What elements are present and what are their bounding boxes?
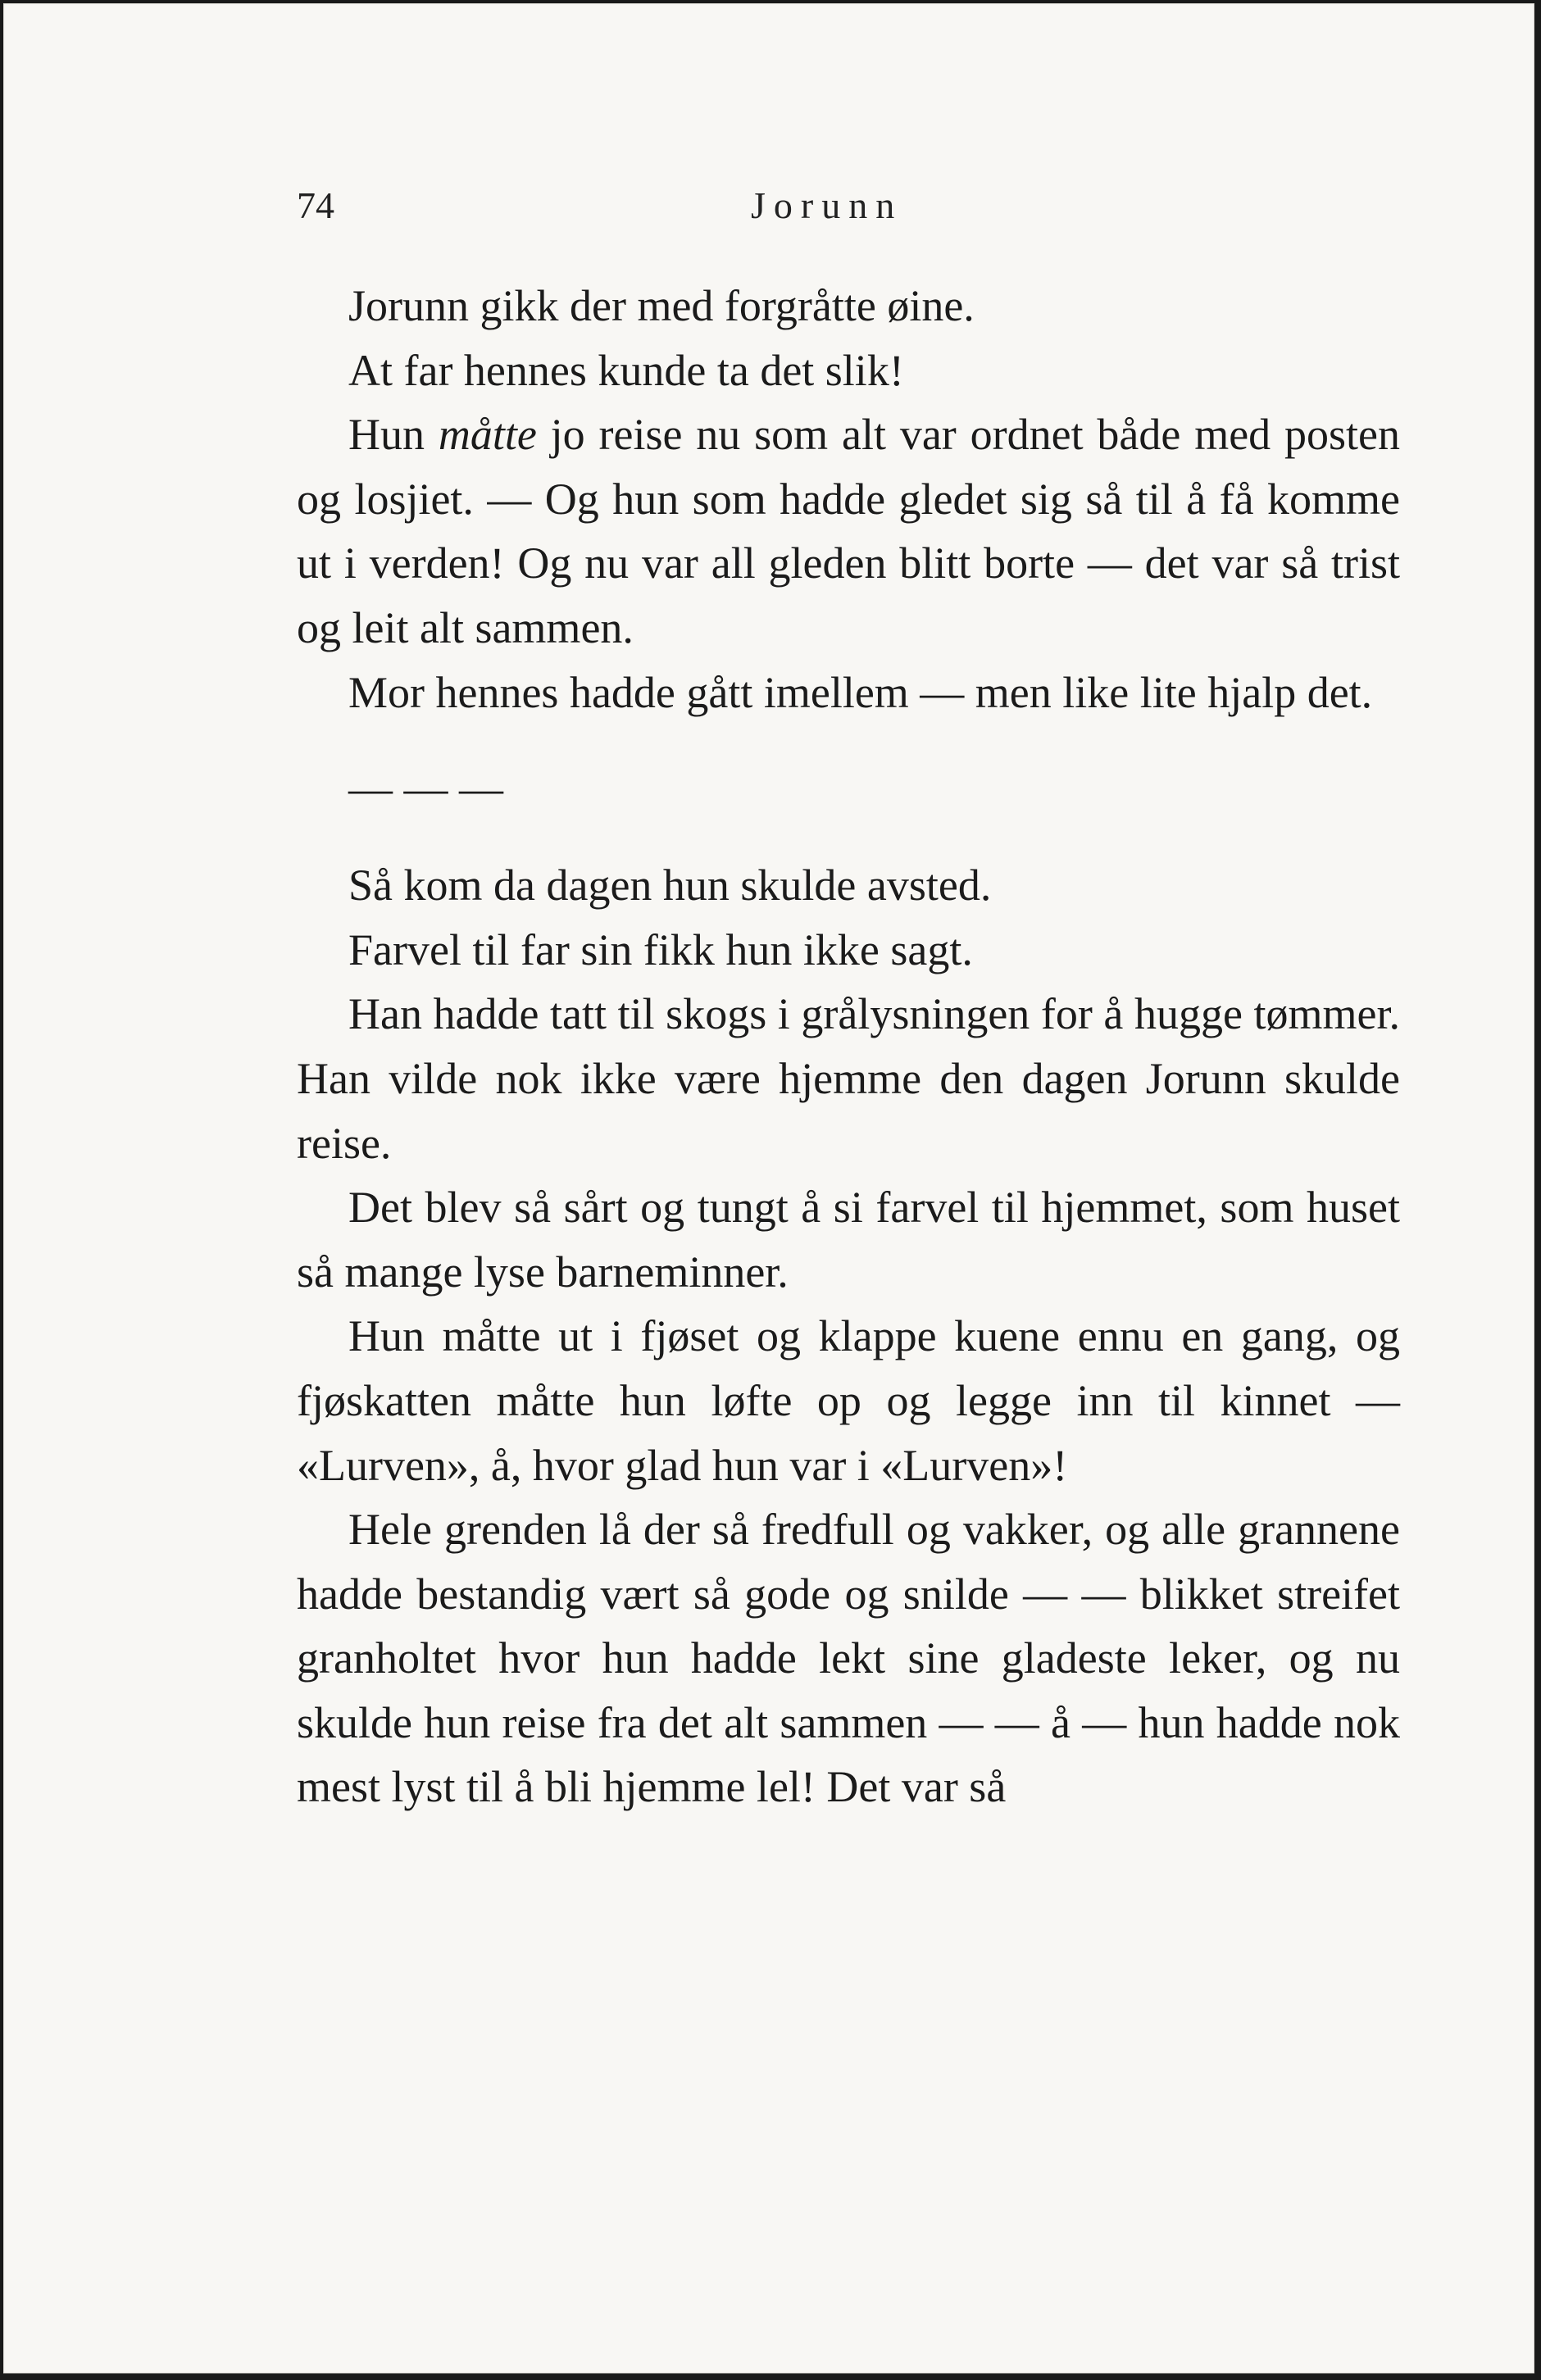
paragraph-3-start: Hun (348, 410, 439, 460)
paragraph-3-rest: jo reise nu som alt var ordnet både med posten og losjiet. — Og hun som hadde gledet sig så til å få komme ut i verden! Og nu var all gleden blitt borte — det var så trist og leit alt sammen. (297, 410, 1400, 652)
paragraph-6: Farvel til far sin fikk hun ikke sagt. (348, 924, 973, 974)
paragraph-10: Hele grenden lå der så fredfull og vakker, og alle grannene hadde bestandig vært så gode og snilde — — blikket streifet granholtet hvor hun hadde lekt sine gladeste leker, og nu skulde hun reise fra det alt sammen — — å — hun hadde nok mest lyst til å bli hjemme lel! Det var så (297, 1505, 1400, 1812)
book-page (3, 3, 1534, 2373)
emphasized-word: måtte (438, 410, 537, 460)
paragraph-2: At far hennes kunde ta det slik! (348, 345, 904, 395)
section-separator: — — — (348, 764, 503, 814)
paragraph-1: Jorunn gikk der med forgråtte øine. (348, 281, 975, 330)
paragraph-5: Så kom da dagen hun skulde avsted. (348, 861, 992, 911)
page-header (3, 184, 1534, 233)
body-text (297, 274, 1400, 1819)
paragraph-3 (297, 402, 1400, 660)
paragraph-9: Hun måtte ut i fjøset og klappe kuene ennu en gang, og fjøskatten måtte hun løfte op og legge inn til kinnet — «Lurven», å, hvor glad hun var i «Lurven»! (297, 1311, 1400, 1490)
paragraph-4: Mor hennes hadde gått imellem — men like lite hjalp det. (348, 667, 1373, 717)
running-title: Jorunn (751, 184, 903, 226)
paragraph-8: Det blev så sårt og tungt å si farvel til hjemmet, som huset så mange lyse barneminner. (297, 1183, 1400, 1297)
page-number: 74 (297, 184, 334, 226)
paragraph-7: Han hadde tatt til skogs i grålysningen for å hugge tømmer. Han vilde nok ikke være hjemme den dagen Jorunn skulde reise. (297, 989, 1400, 1168)
